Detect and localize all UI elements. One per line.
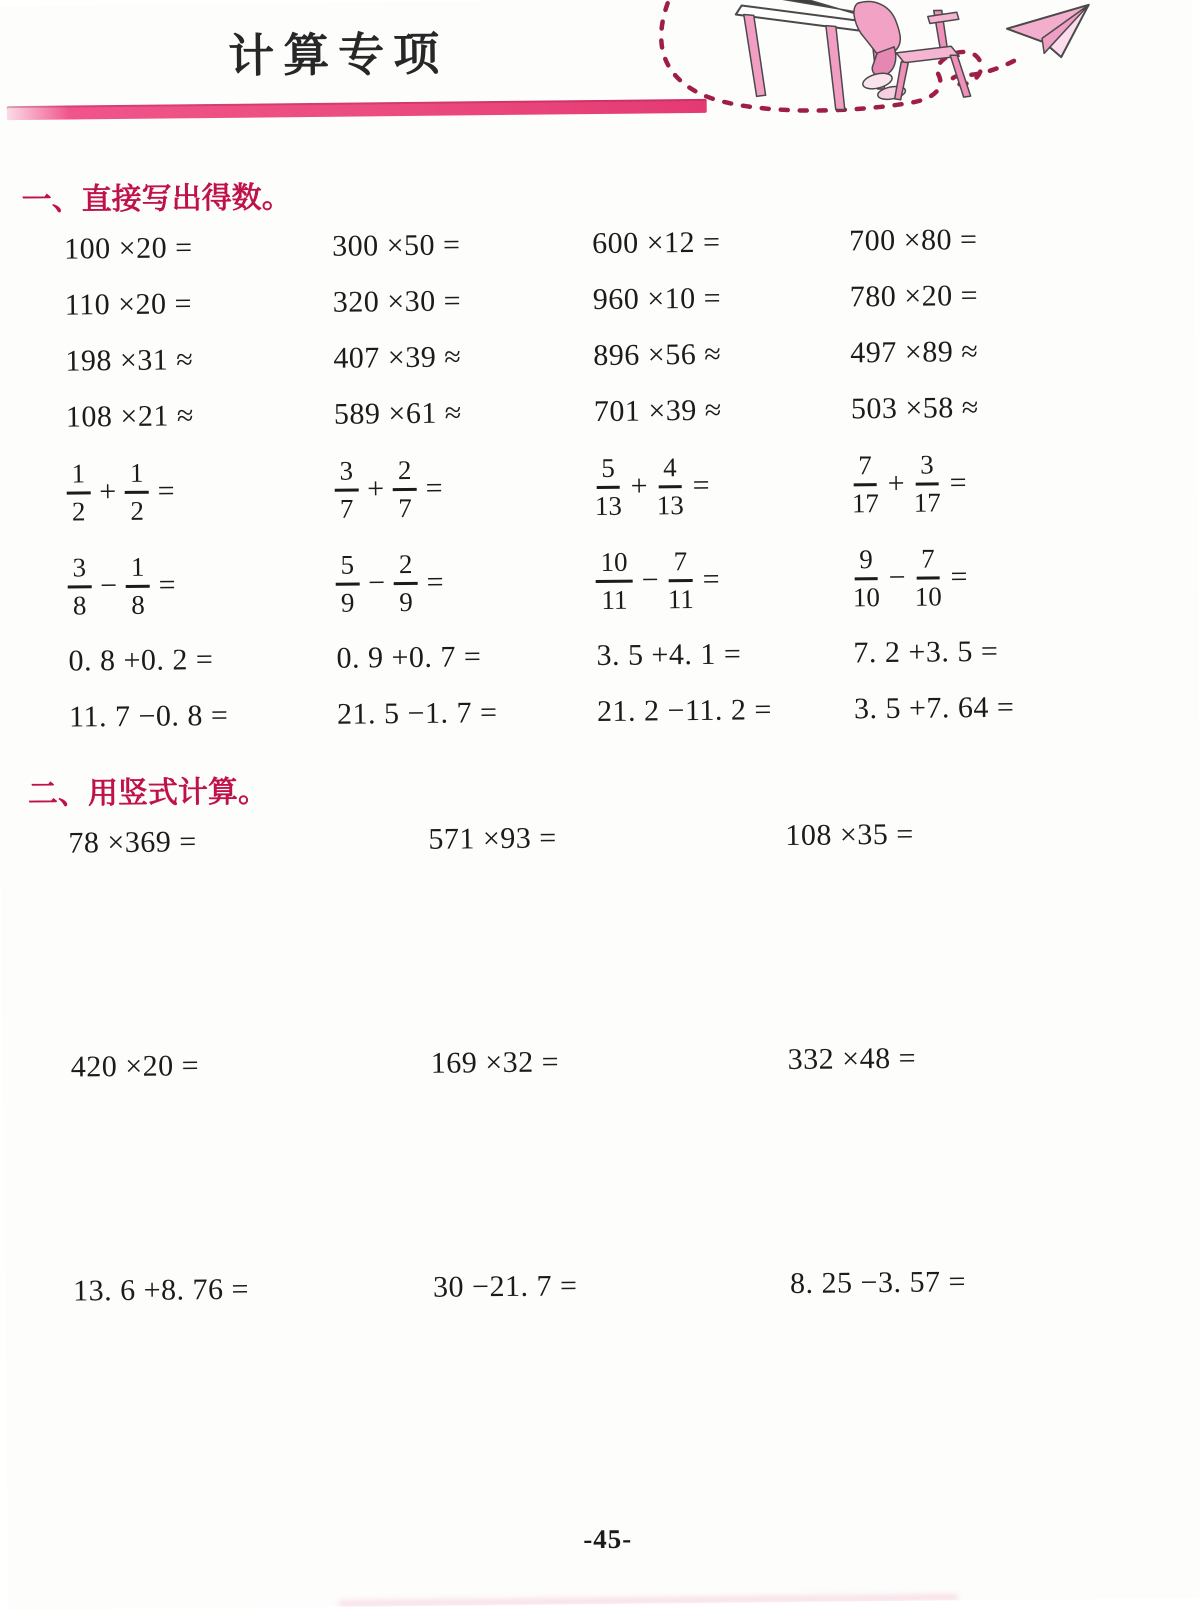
fraction-denominator: 8: [72, 589, 87, 621]
math-problem: 8. 25 −3. 57 =: [789, 1265, 967, 1301]
math-problem: 407 ×39 ≈: [333, 340, 462, 375]
math-problem: 332 ×48 =: [787, 1041, 917, 1077]
fraction: [851, 450, 879, 518]
operator: +: [887, 466, 905, 500]
math-problem: 300 ×50 =: [331, 228, 461, 263]
math-problem: 0. 9 +0. 7 =: [336, 640, 482, 675]
fraction-denominator: 2: [71, 495, 86, 527]
equals-sign: =: [950, 560, 968, 594]
math-problem: 896 ×56 ≈: [593, 337, 722, 373]
math-problem: 21. 2 −11. 2 =: [596, 693, 772, 729]
math-problem: 589 ×61 ≈: [333, 396, 462, 431]
math-problem: 960 ×10 =: [592, 281, 722, 317]
math-problem: 497 ×89 ≈: [850, 335, 979, 370]
math-problem: 11. 7 −0. 8 =: [68, 698, 229, 734]
math-problem: 420 ×20 =: [70, 1049, 200, 1084]
problems-row: [0, 678, 1199, 747]
section-1-problems: [0, 210, 1199, 747]
math-problem-fraction: [67, 550, 336, 620]
math-problem: 600 ×12 =: [591, 225, 721, 261]
chair-seat: [896, 46, 959, 63]
math-problem: 110 ×20 =: [64, 287, 193, 322]
math-problem: 30 −21. 7 =: [432, 1269, 578, 1304]
fraction-denominator: 17: [913, 486, 941, 518]
page-number: -45-: [583, 1523, 633, 1555]
fraction-denominator: 10: [852, 581, 881, 612]
math-problem: 78 ×369 =: [68, 825, 197, 860]
fraction-numerator: 2: [393, 455, 417, 490]
operator: +: [630, 469, 648, 503]
fraction: [656, 452, 684, 520]
fraction-denominator: 2: [130, 495, 144, 526]
operator: −: [888, 560, 906, 594]
fraction-denominator: 7: [398, 492, 412, 523]
math-problem: 780 ×20 =: [849, 279, 979, 314]
section-2-problems: [0, 806, 1200, 1319]
chair-leg: [894, 62, 908, 100]
fraction-denominator: 11: [667, 583, 694, 614]
math-problem-fraction: [66, 456, 335, 526]
fraction: [394, 549, 418, 617]
desk-leg: [826, 25, 845, 109]
fraction-numerator: 3: [915, 450, 939, 485]
operator: +: [367, 472, 385, 506]
fraction-denominator: 11: [601, 584, 628, 615]
math-problem-fraction: [852, 541, 1198, 612]
fraction: [913, 450, 941, 518]
math-problem-fraction: [594, 451, 852, 521]
math-problem: 21. 5 −1. 7 =: [336, 696, 498, 731]
fraction-denominator: 13: [656, 489, 684, 520]
math-problem: 108 ×21 ≈: [65, 399, 194, 434]
fraction: [667, 546, 694, 614]
fraction-denominator: 10: [914, 580, 942, 612]
math-problem-fraction: [334, 453, 595, 523]
page-title: 计算专项: [227, 27, 449, 82]
fraction-numerator: 5: [335, 550, 359, 585]
equals-sign: =: [702, 562, 720, 596]
fraction-denominator: 13: [594, 490, 623, 521]
equals-sign: =: [425, 471, 443, 505]
fraction-numerator: 7: [669, 546, 693, 581]
operator: +: [99, 475, 117, 509]
problems-row-fractions: [0, 434, 1197, 541]
math-problem: 3. 5 +7. 64 =: [853, 690, 1015, 726]
fraction-numerator: 7: [853, 450, 877, 485]
math-problem-fraction: [335, 547, 596, 617]
title-underline-bar: [7, 99, 707, 120]
fraction: [66, 459, 90, 527]
equals-sign: =: [158, 568, 176, 602]
math-problem: 0. 8 +0. 2 =: [68, 643, 214, 678]
math-problem: 700 ×80 =: [848, 223, 978, 258]
desk-leg: [744, 14, 766, 96]
math-problem: 571 ×93 =: [428, 821, 557, 856]
fraction: [125, 458, 149, 526]
desk-illustration: [644, 0, 1115, 135]
math-problem-fraction: [851, 447, 1197, 518]
fraction-numerator: 9: [854, 544, 878, 579]
fraction-denominator: 9: [399, 586, 413, 617]
problems-row: [2, 1030, 1200, 1095]
fraction-denominator: 17: [851, 487, 880, 518]
problems-row: [0, 806, 1200, 871]
math-problem: 108 ×35 =: [785, 817, 914, 853]
page-edge-smudge: [338, 1594, 958, 1606]
math-problem: 503 ×58 ≈: [850, 391, 979, 426]
math-problem: 13. 6 +8. 76 =: [72, 1272, 250, 1308]
equals-sign: =: [157, 474, 175, 508]
equals-sign: =: [426, 565, 444, 599]
fraction-numerator: 3: [334, 456, 358, 491]
fraction-denominator: 8: [131, 589, 145, 620]
math-problem: 3. 5 +4. 1 =: [596, 637, 742, 673]
problems-row: [5, 1254, 1200, 1319]
math-problem: 100 ×20 =: [64, 231, 193, 266]
fraction-numerator: 10: [595, 547, 632, 583]
fraction: [594, 453, 622, 521]
fraction-numerator: 5: [596, 453, 620, 488]
equals-sign: =: [692, 468, 710, 503]
section-2-heading: 二、用竖式计算。: [27, 775, 269, 811]
fraction: [67, 553, 91, 621]
math-problem: 169 ×32 =: [430, 1045, 560, 1080]
fraction-numerator: 2: [394, 549, 418, 584]
fraction-denominator: 7: [339, 493, 354, 524]
operator: −: [368, 566, 386, 600]
problems-row-fractions: [0, 528, 1198, 635]
fraction: [126, 552, 150, 620]
math-problem: 320 ×30 =: [332, 284, 462, 319]
section-1-heading: 一、直接写出得数。: [21, 181, 292, 218]
chair-rail: [928, 12, 959, 23]
fraction-numerator: 4: [658, 452, 682, 487]
operator: −: [641, 563, 659, 597]
math-problem-fraction: [595, 545, 853, 615]
fraction: [334, 456, 358, 524]
fraction-numerator: 1: [66, 459, 90, 494]
fraction: [393, 455, 417, 523]
fraction-numerator: 3: [67, 553, 91, 588]
paper-airplane-icon: [1007, 5, 1090, 58]
fraction: [595, 547, 633, 615]
math-problem: 701 ×39 ≈: [593, 393, 722, 429]
fraction: [914, 544, 942, 612]
fraction-numerator: 1: [126, 552, 150, 587]
fraction-numerator: 7: [916, 544, 940, 579]
math-problem: 7. 2 +3. 5 =: [853, 634, 999, 670]
operator: −: [100, 569, 118, 603]
fraction: [335, 550, 359, 618]
fraction: [852, 544, 880, 612]
math-problem: 198 ×31 ≈: [65, 343, 194, 378]
equals-sign: =: [949, 466, 967, 500]
fraction-numerator: 1: [125, 458, 149, 493]
fraction-denominator: 9: [340, 587, 355, 618]
